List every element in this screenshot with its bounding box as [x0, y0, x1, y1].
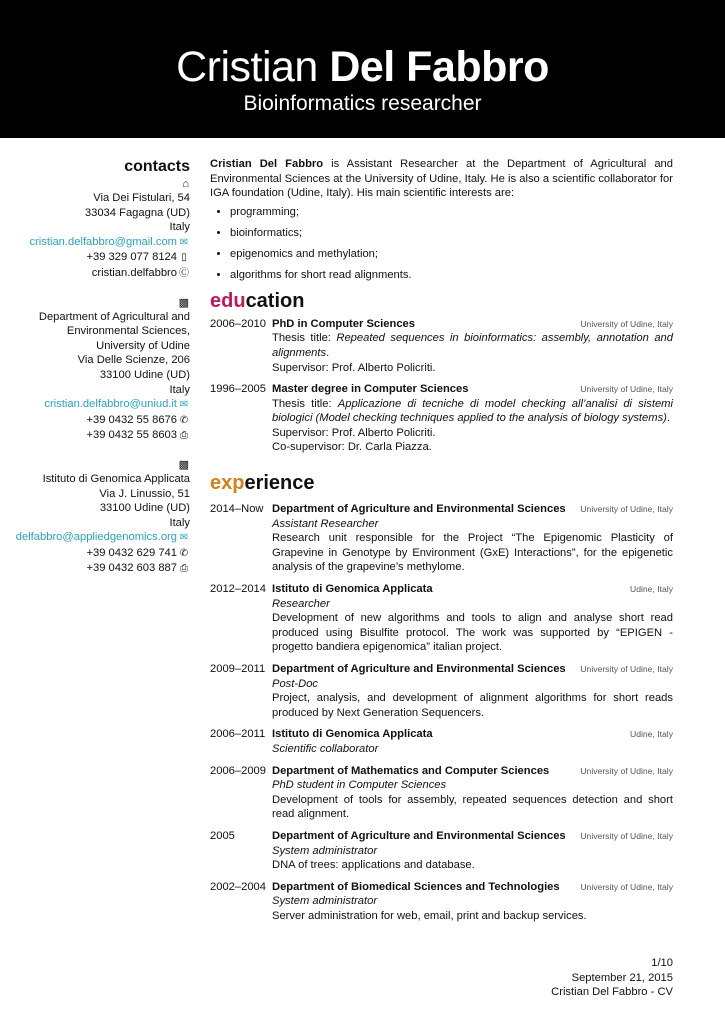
experience-entry: 2009–2011 University of Udine, Italy Department of Agriculture and Environmental Sciences Post-Doc Project, analysis, and development of alignment algorithms for short reads produced by Next Generation Sequencers.	[210, 663, 673, 719]
briefcase-icon: ▩	[178, 296, 189, 309]
list-item: • epigenomics and methylation;	[230, 247, 673, 262]
cv-subtitle: Bioinformatics researcher	[243, 92, 482, 115]
cv-name: Cristian Del Fabbro	[176, 43, 549, 91]
footer-label: Cristian Del Fabbro - CV	[551, 986, 673, 999]
personal-contact-block: ⌂ Via Dei Fistulari, 54 33034 Fagagna (UD) Italy cristian.delfabbro@gmail.com ✉ +39 329 077 8124 ▯ cristian.delfabbro Ⓒ	[0, 177, 190, 282]
interests-list	[210, 205, 673, 283]
education-entry: 2006–2010 University of Udine, Italy PhD in Computer Sciences Thesis title: Repeated sequences in bioinformatics: assembly, annotation and alignments. Supervisor: Prof. Alberto Policriti.	[210, 317, 673, 374]
experience-entry: 2006–2009 University of Udine, Italy Department of Mathematics and Computer Sciences PhD student in Computer Sciences Development of tools for assembly, repeated sequences detection and short read alignment.	[210, 764, 673, 821]
page-number: 1/10	[651, 957, 673, 969]
list-item: • programming;	[230, 205, 673, 220]
phone-icon: ✆	[179, 414, 189, 426]
skype-icon: Ⓒ	[179, 267, 189, 279]
iga-fax: +39 0432 603 887 ⎙	[0, 561, 190, 577]
home-icon: ⌂	[182, 178, 189, 190]
fax-icon: ⎙	[180, 563, 188, 575]
footer-date: September 21, 2015	[571, 971, 673, 984]
udine-phone: +39 0432 55 8676 ✆	[0, 413, 190, 429]
iga-phone: +39 0432 629 741 ✆	[0, 546, 190, 562]
mobile-phone: +39 329 077 8124 ▯	[0, 250, 190, 266]
cv-header	[0, 0, 725, 138]
experience-heading: experience	[210, 472, 315, 495]
experience-entry: 2002–2004 University of Udine, Italy Department of Biomedical Sciences and Technologies System administrator Server administration for web, email, print and backup services.	[210, 880, 673, 922]
iga-contact-block: ▩ Istituto di Genomica Applicata Via J. Linussio, 51 33100 Udine (UD) Italy delfabbro@appliedgenomics.org ✉ +39 0432 629 741 ✆ +39 0432 603 887 ⎙	[0, 458, 190, 577]
mobile-icon: ▯	[181, 252, 187, 264]
cv-main	[210, 157, 673, 931]
personal-email-link[interactable]: cristian.delfabbro@gmail.com ✉	[0, 235, 190, 251]
envelope-icon: ✉	[179, 532, 189, 544]
udine-contact-block: ▩ Department of Agricultural and Environmental Sciences, University of Udine Via Delle Scienze, 206 33100 Udine (UD) Italy cristian.delfabbro@uniud.it ✉ +39 0432 55 8676 ✆ +39 0432 55 8603 ⎙	[0, 296, 190, 444]
contacts-sidebar	[0, 157, 190, 577]
list-item: • bioinformatics;	[230, 226, 673, 241]
udine-email-link[interactable]: cristian.delfabbro@uniud.it ✉	[0, 397, 190, 413]
phone-icon: ✆	[179, 547, 189, 559]
skype-contact: cristian.delfabbro Ⓒ	[0, 266, 190, 282]
fax-icon: ⎙	[180, 430, 188, 442]
education-heading: education	[210, 289, 305, 312]
intro-paragraph: Cristian Del Fabbro is Assistant Researcher at the Department of Agricultural and Environmental Sciences at the University of Udine, Italy. He is also a scientific collaborator for IGA foundation (Udine, Italy). His main scientific interests are:	[210, 158, 673, 200]
experience-entry: 2005 University of Udine, Italy Department of Agriculture and Environmental Sciences System administrator DNA of trees: applications and database.	[210, 829, 673, 872]
education-entry: 1996–2005 University of Udine, Italy Master degree in Computer Sciences Thesis title: Applicazione di tecniche di model checking all’analisi di sistemi biologici (Model checking techniques applied to the analysis of biology systems). Supervisor: Prof. Alberto Policriti. Co-supervisor: Dr. Carla Piazza.	[210, 383, 673, 454]
iga-email-link[interactable]: delfabbro@appliedgenomics.org ✉	[0, 530, 190, 546]
list-item: • algorithms for short read alignments.	[230, 268, 673, 283]
experience-entry: 2014–Now University of Udine, Italy Department of Agriculture and Environmental Sciences Assistant Researcher Research unit responsible for the Project “The Epigenomic Plasticity of Grapevine in Genotype by Environment (GxE) Interactions”, for the epigenetic analysis of the grapevine’s methylome.	[210, 503, 673, 574]
envelope-icon: ✉	[179, 236, 189, 248]
experience-entry: 2012–2014 Udine, Italy Istituto di Genomica Applicata Researcher Development of new algorithms and tools to align and analyse short read produced using Bisulfite protocol. The work was supported by “EPIGEN - progetto bandiera epigenomica” italian project.	[210, 583, 673, 654]
contacts-title: contacts	[124, 158, 190, 175]
udine-fax: +39 0432 55 8603 ⎙	[0, 428, 190, 444]
briefcase-icon: ▩	[178, 458, 189, 471]
page-footer	[551, 956, 673, 1000]
envelope-icon: ✉	[179, 399, 189, 411]
experience-entry: 2006–2011 Udine, Italy Istituto di Genomica Applicata Scientific collaborator	[210, 728, 673, 755]
